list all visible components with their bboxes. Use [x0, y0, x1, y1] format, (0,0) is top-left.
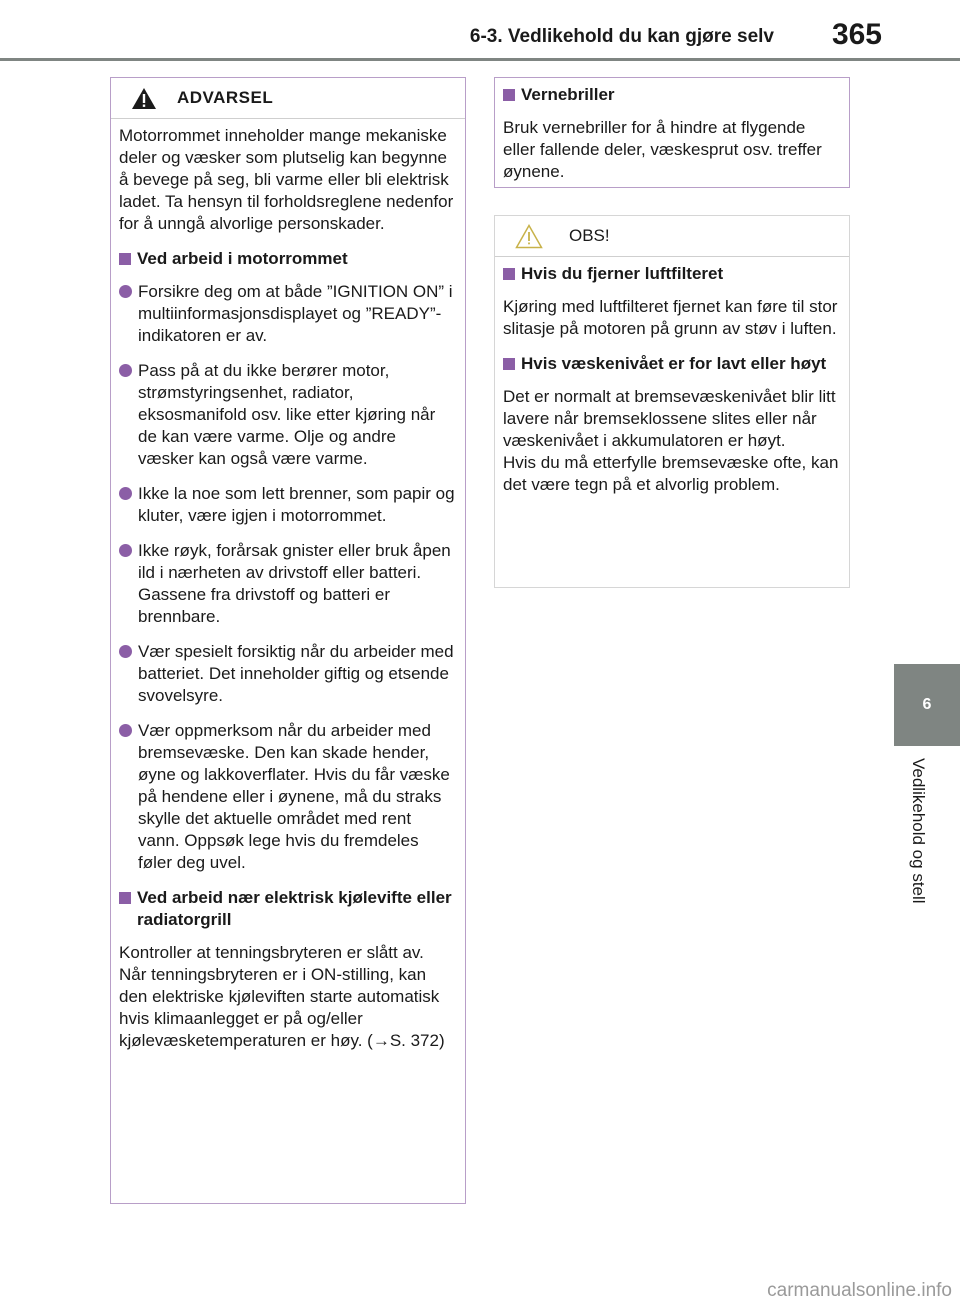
warning-title: ADVARSEL [177, 88, 274, 107]
list-item: Vær spesielt forsiktig når du arbeider med batteriet. Det inneholder giftig og etsende svovelsyre. [119, 641, 455, 707]
section-heading: Hvis du fjerner luftfilteret [503, 263, 839, 285]
warning-intro: Motorrommet inneholder mange mekaniske deler og væsker som plutselig kan begynne å bevege på seg, bli varme eller bli elektrisk ladet. Ta hensyn til forholdsreglene nedenfor for å unngå alvorlige personskader. [119, 126, 454, 233]
notice-title: OBS! [569, 226, 610, 245]
warning-icon [131, 87, 157, 110]
list-item: Ikke la noe som lett brenner, som papir og kluter, være igjen i motorrommet. [119, 483, 455, 527]
square-bullet-icon [119, 892, 131, 904]
circle-bullet-icon [119, 544, 132, 557]
goggles-text: Bruk vernebriller for å hindre at flygende eller fallende deler, væskesprut osv. treffer øynene. [503, 118, 822, 181]
goggles-content [495, 78, 849, 183]
square-bullet-icon [119, 253, 131, 265]
circle-bullet-icon [119, 645, 132, 658]
watermark: carmanualsonline.info [767, 1280, 952, 1301]
page-header [0, 0, 960, 62]
section-title: 6-3. Vedlikehold du kan gjøre selv [469, 26, 774, 47]
list-item: Ikke røyk, forårsak gnister eller bruk åpen ild i nærheten av drivstoff eller batteri. Gassene fra drivstoff og batteri er brennbare. [119, 540, 455, 628]
section-text: Kjøring med luftfilteret fjernet kan føre til stor slitasje på motoren på grunn av støv i luften. [503, 297, 838, 338]
caution-icon [515, 224, 543, 249]
list-item: Vær oppmerksom når du arbeider med bremsevæske. Den kan skade hender, øyne og lakkoverflater. Hvis du får væske på hendene eller i øynene, må du straks skylle det aktuelle området med rent vann. Oppsøk lege hvis du fremdeles føler deg uvel. [119, 720, 455, 874]
notice-content [495, 257, 849, 496]
chapter-tab [894, 664, 960, 746]
warning-box [110, 77, 466, 1204]
list-item: Pass på at du ikke berører motor, strømstyringsenhet, radiator, eksosmanifold osv. like etter kjøring når de kan være varme. Olje og andre væsker kan også være varme. [119, 360, 455, 470]
notice-header [495, 216, 849, 257]
section-heading: Hvis væskenivået er for lavt eller høyt [503, 353, 839, 375]
square-bullet-icon [503, 268, 515, 280]
section-text: Kontroller at tenningsbryteren er slått av. Når tenningsbryteren er i ON-stilling, kan den elektriske kjøleviften starte automatisk hvis klimaanlegget er på og/eller kjølevæsketemperaturen er høy. (→S. 372) [119, 943, 445, 1050]
chapter-title: Vedlikehold og stell [909, 758, 928, 904]
goggles-box [494, 77, 850, 188]
circle-bullet-icon [119, 285, 132, 298]
warning-header [111, 78, 465, 119]
chapter-number: 6 [922, 696, 932, 713]
notice-box [494, 215, 850, 588]
square-bullet-icon [503, 358, 515, 370]
list-item: Forsikre deg om at både ”IGNITION ON” i multiinformasjonsdisplayet og ”READY”-indikatoren er av. [119, 281, 455, 347]
page-number: 365 [831, 18, 882, 51]
circle-bullet-icon [119, 724, 132, 737]
section-heading: Ved arbeid nær elektrisk kjølevifte eller radiatorgrill [119, 887, 455, 931]
header-rule [0, 58, 960, 61]
section-heading: Vernebriller [503, 84, 839, 106]
warning-content [111, 119, 465, 1052]
section-heading: Ved arbeid i motorrommet [119, 248, 455, 270]
circle-bullet-icon [119, 487, 132, 500]
circle-bullet-icon [119, 364, 132, 377]
section-text: Det er normalt at bremsevæskenivået blir litt lavere når bremseklossene slites eller når væskenivået i akkumulatoren er høyt. Hvis du må etterfylle bremsevæske ofte, kan det være tegn på et alvorlig problem. [503, 387, 839, 494]
square-bullet-icon [503, 89, 515, 101]
